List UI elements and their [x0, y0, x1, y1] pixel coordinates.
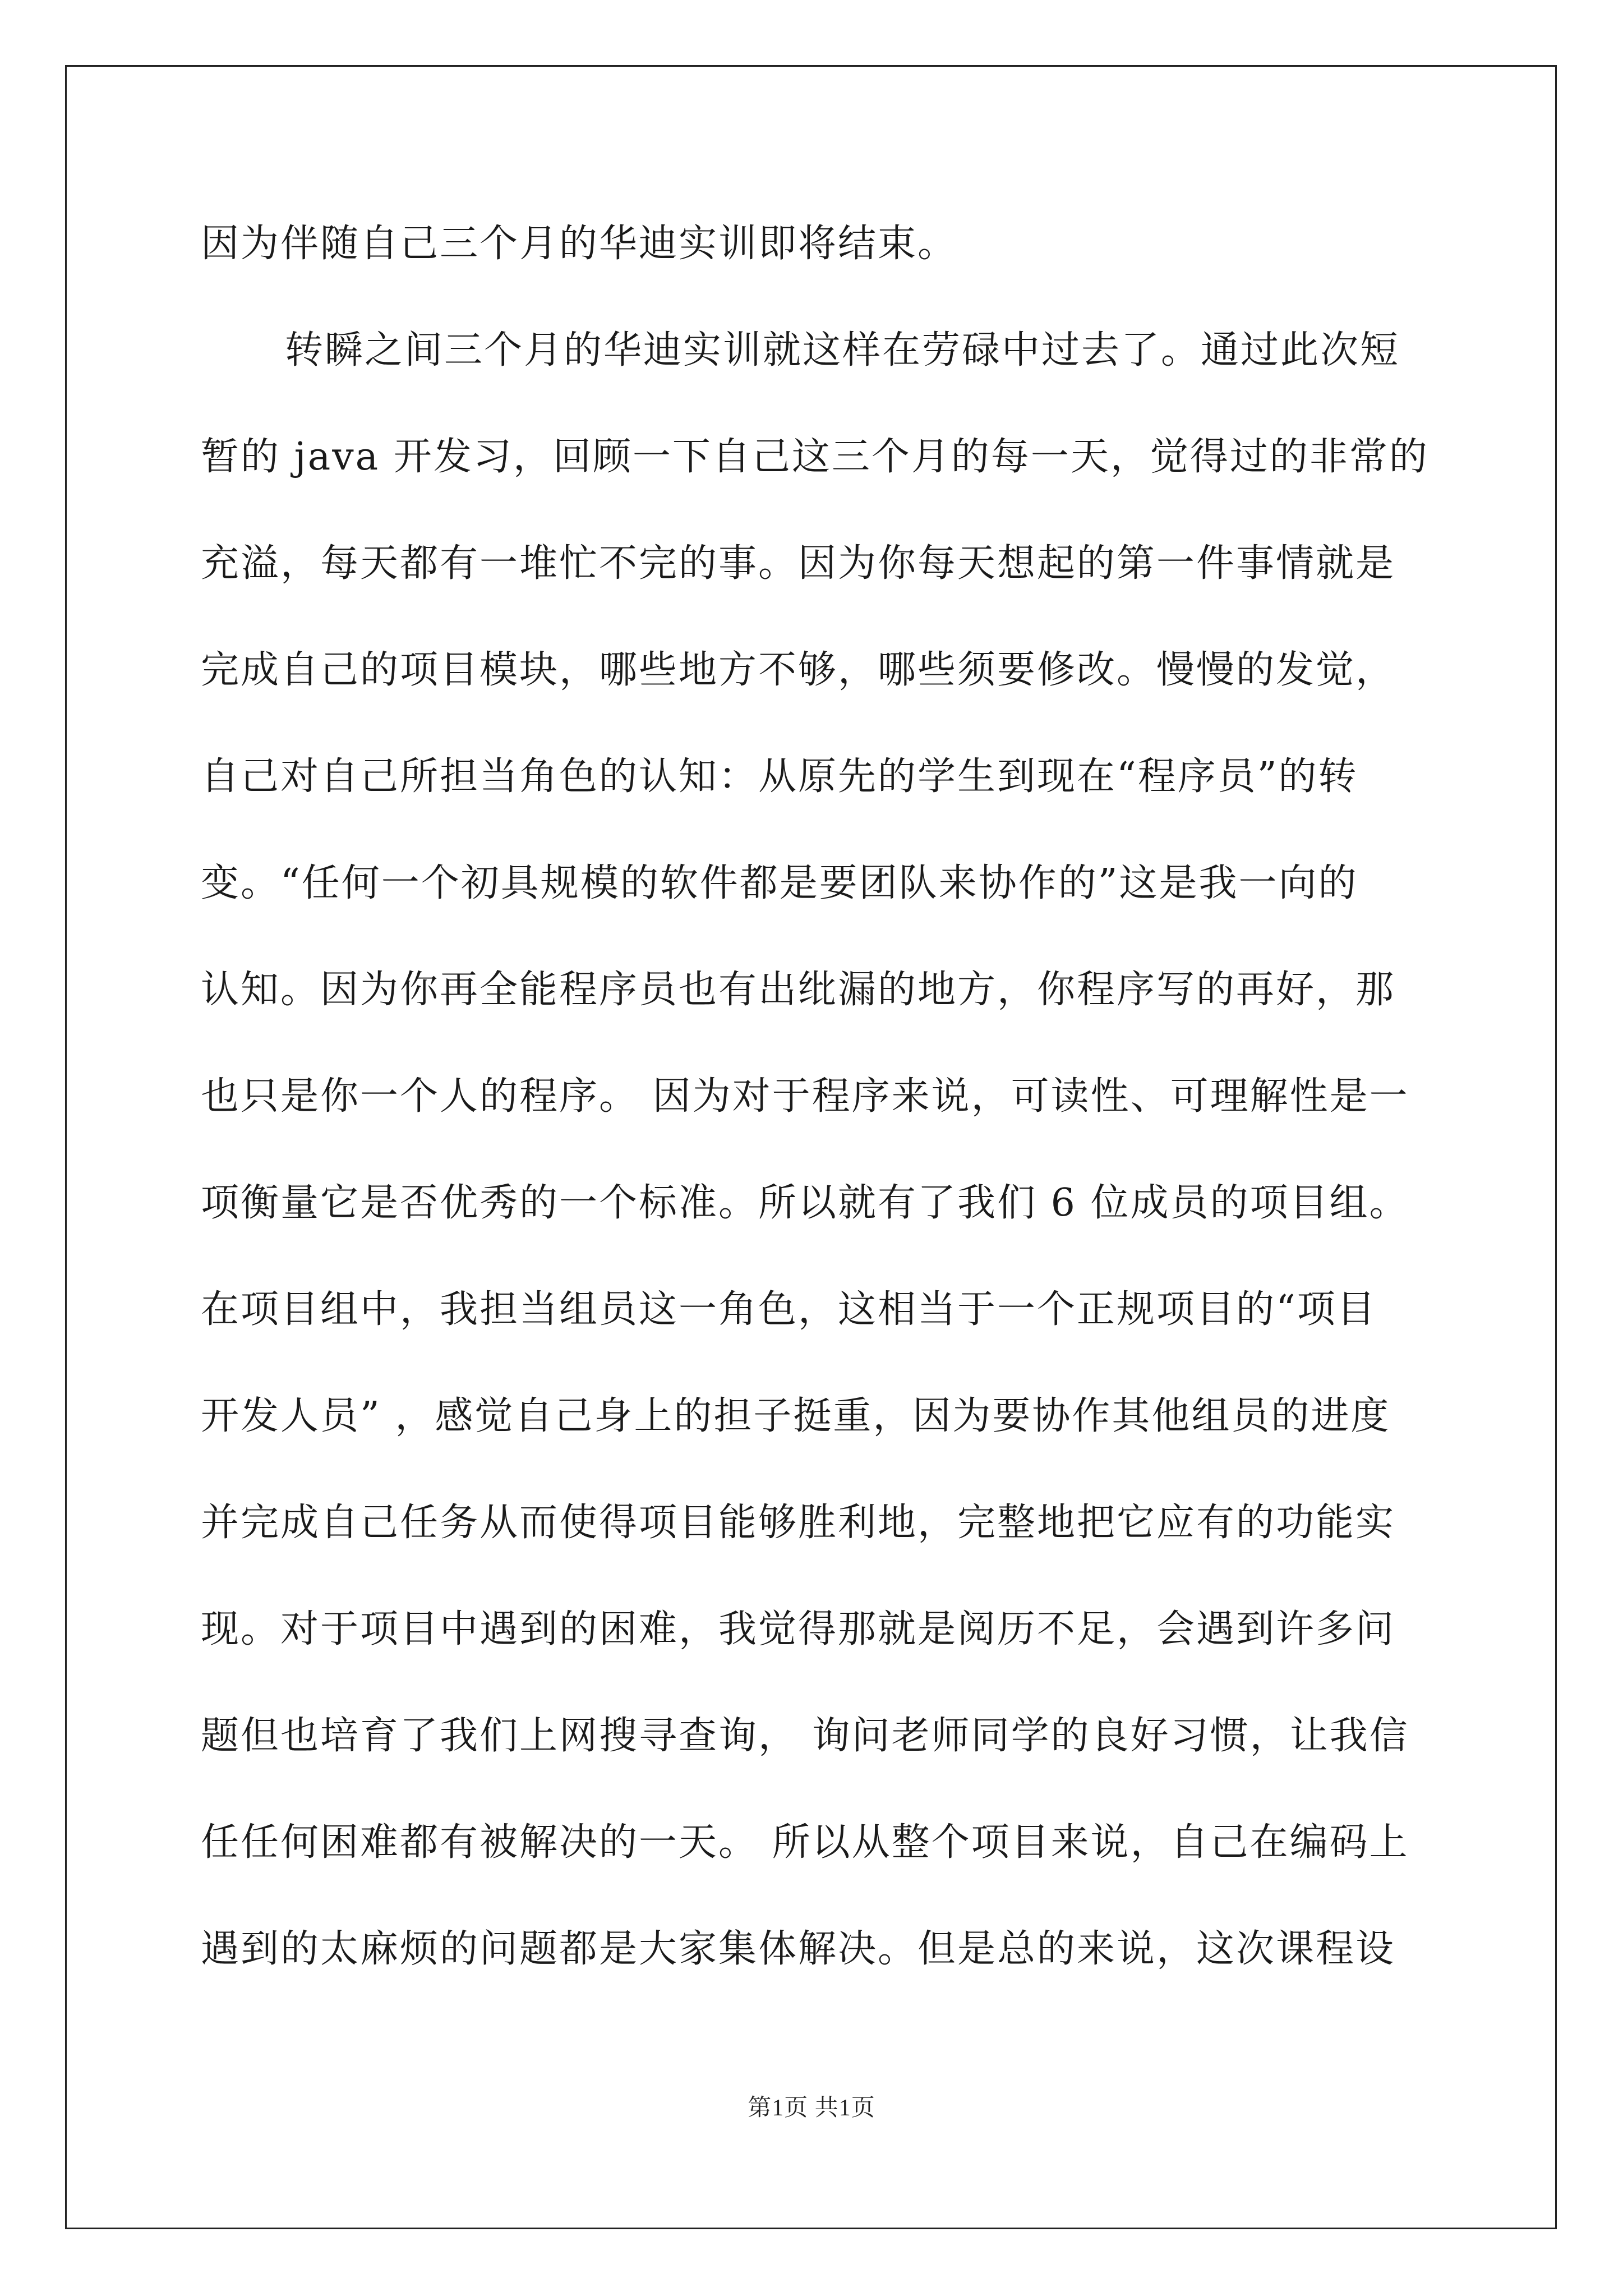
text-line: 认知。因为你再全能程序员也有出纰漏的地方，你程序写的再好，那 [201, 968, 1396, 1012]
text-line: 也只是你一个人的程序。 因为对于程序来说，可读性、可理解性是一 [201, 1074, 1409, 1119]
text-line: 遇到的太麻烦的问题都是大家集体解决。但是总的来说，这次课程设 [201, 1927, 1396, 1971]
text-line: 转瞬之间三个月的华迪实训就这样在劳碌中过去了。通过此次短 [285, 328, 1400, 372]
text-line: 现。对于项目中遇到的困难，我觉得那就是阅历不足，会遇到许多问 [201, 1607, 1396, 1651]
text-line: 因为伴随自己三个月的华迪实训即将结束。 [201, 222, 958, 266]
text-line: 项衡量它是否优秀的一个标准。所以就有了我们 6 位成员的项目组。 [201, 1181, 1409, 1225]
text-line: 暂的 java 开发习，回顾一下自己这三个月的每一天，觉得过的非常的 [201, 435, 1429, 479]
text-line: 自己对自己所担当角色的认知：从原先的学生到现在“程序员”的转 [201, 754, 1358, 799]
page-footer: 第1页 共1页 [748, 2095, 875, 2121]
document-body [201, 222, 1435, 2033]
text-line: 充溢，每天都有一堆忙不完的事。因为你每天想起的第一件事情就是 [201, 541, 1396, 586]
text-line: 变。“任何一个初具规模的软件都是要团队来协作的”这是我一向的 [201, 861, 1358, 905]
text-line: 完成自己的项目模块，哪些地方不够，哪些须要修改。慢慢的发觉， [201, 648, 1396, 692]
text-line: 任任何困难都有被解决的一天。 所以从整个项目来说，自己在编码上 [201, 1820, 1409, 1865]
text-line: 题但也培育了我们上网搜寻查询， 询问老师同学的良好习惯，让我信 [201, 1714, 1409, 1758]
text-line: 在项目组中，我担当组员这一角色，这相当于一个正规项目的“项目 [201, 1287, 1377, 1332]
text-line: 开发人员” ，感觉自己身上的担子挺重，因为要协作其他组员的进度 [201, 1394, 1391, 1438]
text-line: 并完成自己任务从而使得项目能够胜利地，完整地把它应有的功能实 [201, 1501, 1396, 1545]
